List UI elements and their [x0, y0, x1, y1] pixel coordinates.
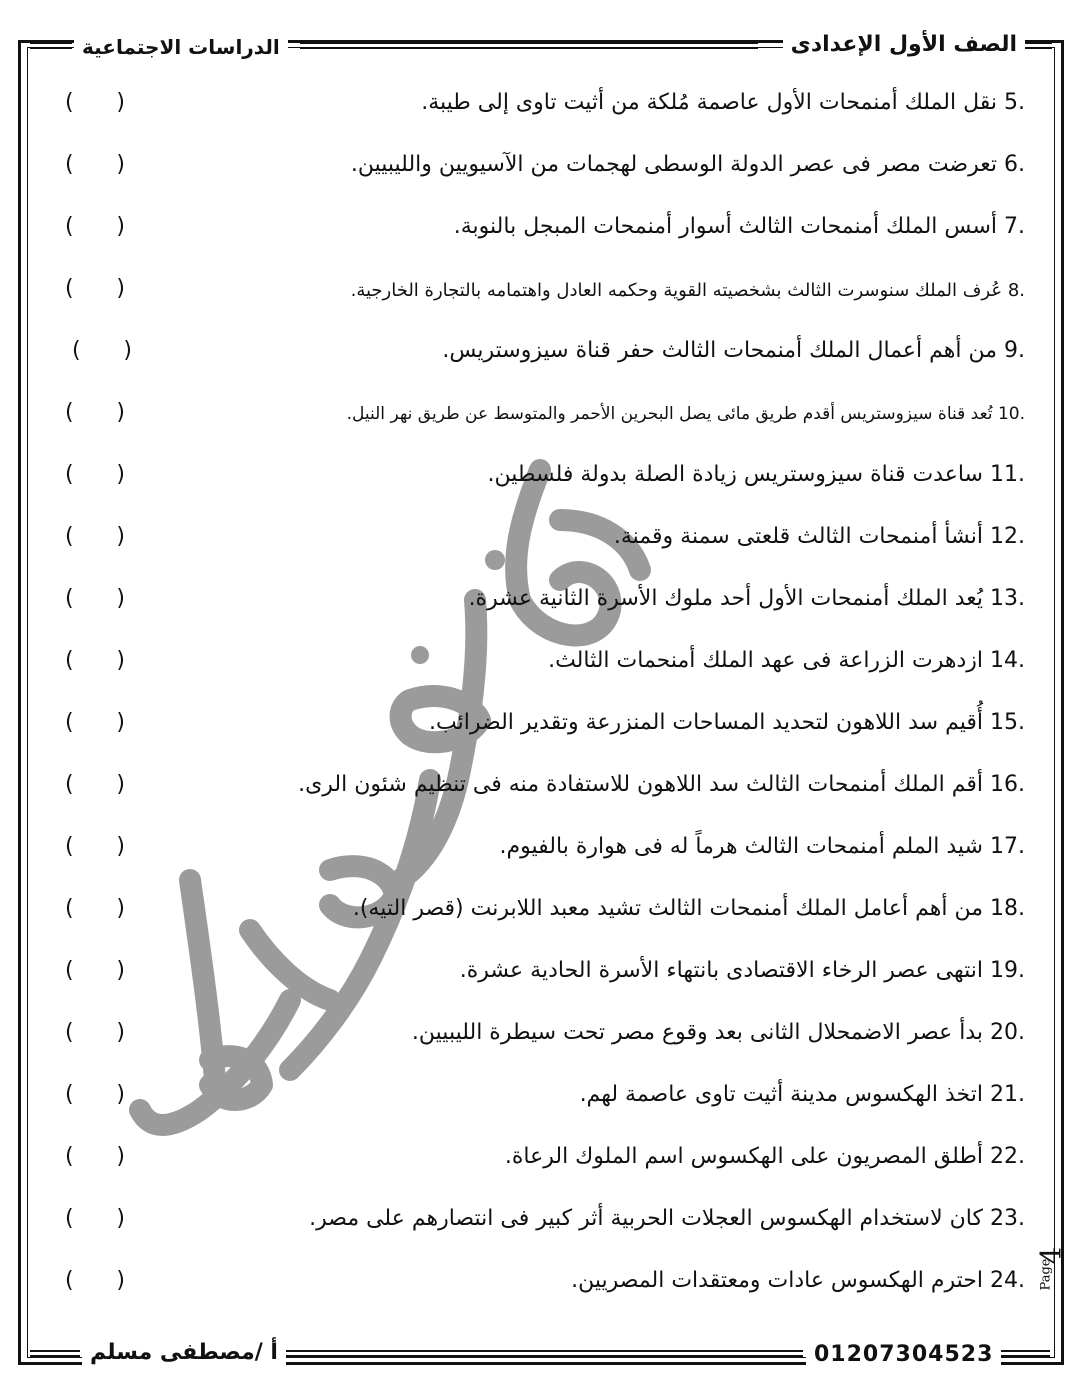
question-row [40, 392, 1025, 442]
answer-blank[interactable]: ( ) [65, 710, 125, 735]
question-text: 16. أقم الملك أمنمحات الثالث سد اللاهون للاستفادة منه فى تنظيم شئون الرى. [298, 772, 1025, 797]
question-row [40, 1012, 1025, 1062]
question-row [40, 144, 1025, 194]
question-text: 5. نقل الملك أمنمحات الأول عاصمة مُلكة من أثيت تاوى إلى طيبة. [421, 90, 1025, 115]
question-text: 23. كان لاستخدام الهكسوس العجلات الحربية أثر كبير فى انتصارهم على مصر. [309, 1206, 1025, 1231]
question-row [40, 330, 1025, 380]
answer-blank[interactable]: ( ) [65, 214, 125, 239]
footer-phone: 01207304523 [806, 1342, 1001, 1367]
answer-blank[interactable]: ( ) [65, 1020, 125, 1045]
question-text: 13. يُعد الملك أمنمحات الأول أحد ملوك الأسرة الثانية عشرة. [468, 586, 1025, 611]
page-number-label [1030, 1245, 1070, 1305]
answer-blank[interactable]: ( ) [65, 524, 125, 549]
question-row [40, 1136, 1025, 1186]
question-row [40, 578, 1025, 628]
question-row [40, 826, 1025, 876]
question-text: 11. ساعدت قناة سيزوستريس زيادة الصلة بدولة فلسطين. [487, 462, 1025, 487]
answer-blank[interactable]: ( ) [65, 772, 125, 797]
question-text: 9. من أهم أعمال الملك أمنمحات الثالث حفر قناة سيزوستريس. [442, 338, 1025, 363]
answer-blank[interactable]: ( ) [72, 338, 132, 363]
header-rule-stub-right [1022, 42, 1052, 49]
page-word: Page [1038, 1258, 1054, 1291]
answer-blank[interactable]: ( ) [65, 276, 125, 301]
subject-title: الدراسات الاجتماعية [74, 32, 288, 62]
question-row [40, 640, 1025, 690]
answer-blank[interactable]: ( ) [65, 648, 125, 673]
question-text: 19. انتهى عصر الرخاء الاقتصادى بانتهاء الأسرة الحادية عشرة. [459, 958, 1025, 983]
question-row [40, 206, 1025, 256]
question-row [40, 516, 1025, 566]
answer-blank[interactable]: ( ) [65, 586, 125, 611]
question-row [40, 1074, 1025, 1124]
question-row [40, 82, 1025, 132]
question-text: 15. أُقيم سد اللاهون لتحديد المساحات المنزرعة وتقدير الضرائب. [429, 710, 1025, 735]
answer-blank[interactable]: ( ) [65, 958, 125, 983]
answer-blank[interactable]: ( ) [65, 834, 125, 859]
question-row [40, 888, 1025, 938]
question-row [40, 702, 1025, 752]
question-row [40, 454, 1025, 504]
answer-blank[interactable]: ( ) [65, 90, 125, 115]
question-row [40, 950, 1025, 1000]
question-text: 24. احترم الهكسوس عادات ومعتقدات المصريين. [571, 1268, 1025, 1293]
answer-blank[interactable]: ( ) [65, 400, 125, 425]
question-row [40, 1260, 1025, 1310]
footer-rule-left [30, 1350, 80, 1357]
question-text: 10. تُعد قناة سيزوستريس أقدم طريق مائى يصل البحرين الأحمر والمتوسط عن طريق نهر النيل. [346, 404, 1025, 424]
question-text: 14. ازدهرت الزراعة فى عهد الملك أمنحمات الثالث. [548, 648, 1025, 673]
question-text: 18. من أهم أعامل الملك أمنمحات الثالث تشيد معبد اللابرنت (قصر التيه). [352, 896, 1025, 921]
footer-rule-middle [268, 1350, 803, 1357]
question-row [40, 764, 1025, 814]
question-text: 12. أنشأ أمنمحات الثالث قلعتى سمنة وقمنة. [613, 524, 1025, 549]
answer-blank[interactable]: ( ) [65, 462, 125, 487]
question-text: 22. أطلق المصريون على الهكسوس اسم الملوك الرعاة. [504, 1144, 1025, 1169]
question-text: 8. عُرف الملك سنوسرت الثالث بشخصيته القوية وحكمه العادل واهتمامه بالتجارة الخارجية. [350, 280, 1025, 301]
question-text: 7. أسس الملك أمنمحات الثالث أسوار أمنمحات المبجل بالنوبة. [453, 214, 1025, 239]
grade-title: الصف الأول الإعدادى [783, 30, 1025, 60]
answer-blank[interactable]: ( ) [65, 1082, 125, 1107]
answer-blank[interactable]: ( ) [65, 1144, 125, 1169]
question-text: 21. اتخذ الهكسوس مدينة أثيت تاوى عاصمة لهم. [579, 1082, 1025, 1107]
answer-blank[interactable]: ( ) [65, 896, 125, 921]
header-rule-left [300, 42, 758, 49]
answer-blank[interactable]: ( ) [65, 1268, 125, 1293]
answer-blank[interactable]: ( ) [65, 1206, 125, 1231]
question-text: 20. بدأ عصر الاضمحلال الثانى بعد وقوع مصر تحت سيطرة الليبيين. [411, 1020, 1025, 1045]
answer-blank[interactable]: ( ) [65, 152, 125, 177]
page-number: 4 [1034, 1246, 1068, 1265]
question-row [40, 1198, 1025, 1248]
question-text: 17. شيد الملم أمنمحات الثالث هرماً له فى هوارة بالفيوم. [499, 834, 1025, 859]
header-rule-stub-left [30, 42, 72, 49]
footer-author: أ /مصطفى مسلم [82, 1340, 286, 1365]
question-row [40, 268, 1025, 318]
question-text: 6. تعرضت مصر فى عصر الدولة الوسطى لهجمات من الآسيويين والليبيين. [350, 152, 1025, 177]
